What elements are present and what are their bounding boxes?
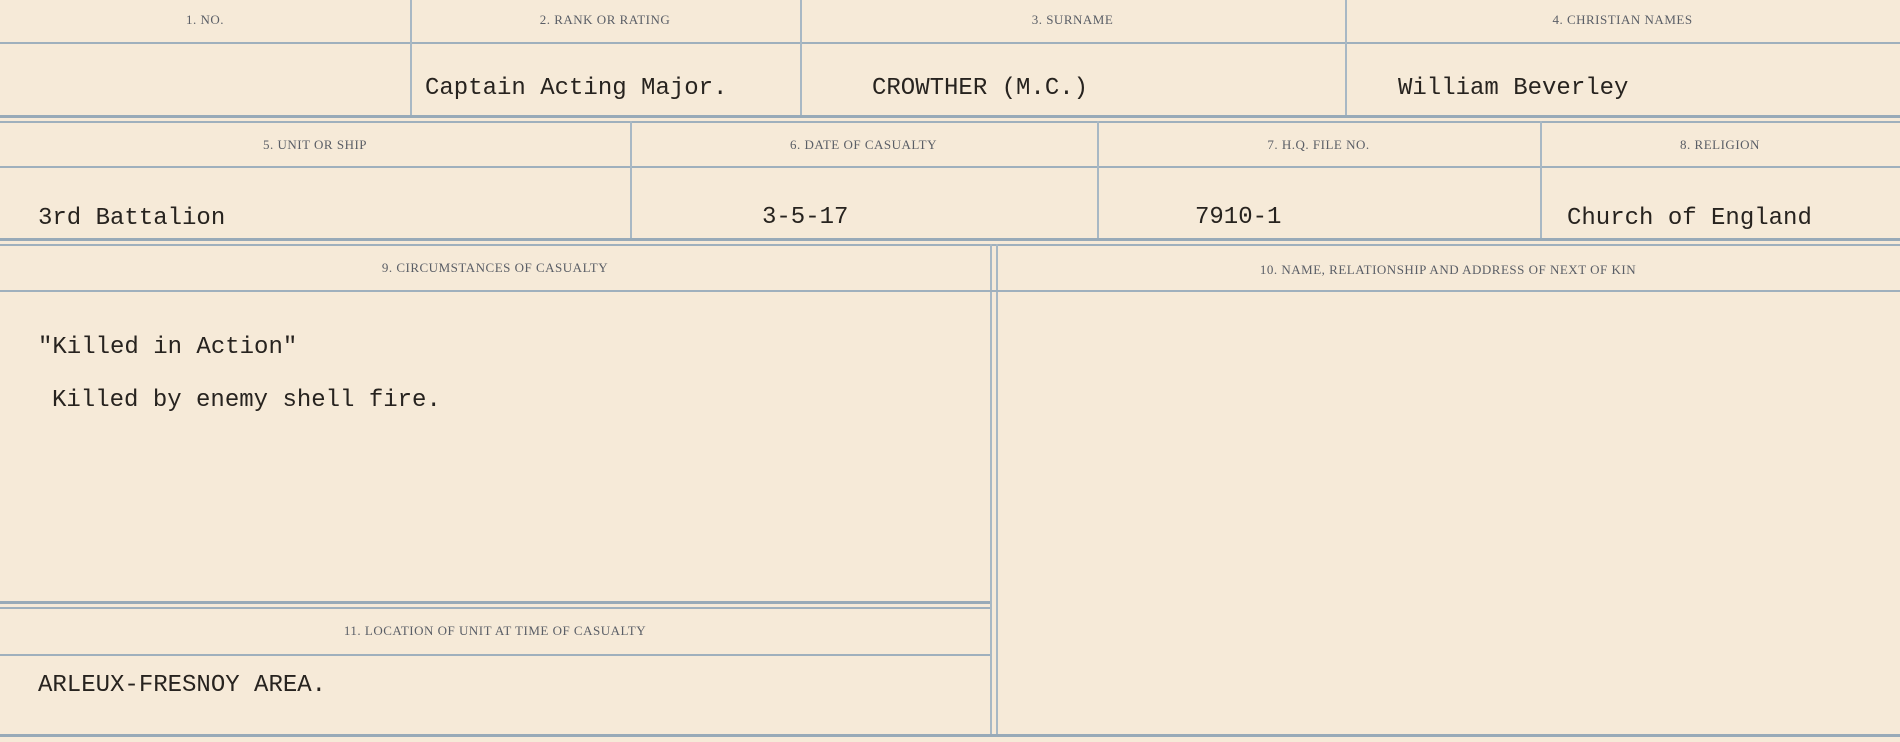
- field-value-date: 3-5-17: [762, 204, 849, 231]
- field-header-no: 1. NO.: [185, 12, 225, 27]
- field-value-religion: Church of England: [1567, 205, 1812, 232]
- field-header-religion: 8. RELIGION: [1680, 137, 1760, 152]
- divider: [990, 244, 992, 734]
- field-value-hq-file: 7910-1: [1195, 204, 1282, 231]
- divider: [0, 290, 1900, 292]
- field-value-location: ARLEUX-FRESNOY AREA.: [38, 672, 327, 699]
- field-header-surname: 3. SURNAME: [1031, 12, 1114, 27]
- field-header-christian-names: 4. CHRISTIAN NAMES: [1552, 12, 1693, 27]
- divider: [0, 244, 1900, 246]
- divider: [1540, 121, 1542, 238]
- divider: [630, 121, 632, 238]
- field-value-rank: Captain Acting Major.: [425, 75, 728, 102]
- divider: [800, 0, 802, 115]
- field-value-surname: CROWTHER (M.C.): [872, 75, 1089, 102]
- circumstances-line-1: "Killed in Action": [38, 334, 298, 361]
- divider: [0, 601, 990, 604]
- divider: [1345, 0, 1347, 115]
- divider: [0, 115, 1900, 118]
- field-header-location: 11. LOCATION OF UNIT AT TIME OF CASUALTY: [343, 623, 647, 638]
- field-header-rank: 2. RANK OR RATING: [539, 12, 671, 27]
- divider: [0, 654, 990, 656]
- field-header-hq-file: 7. H.Q. FILE NO.: [1267, 137, 1370, 152]
- divider: [0, 734, 1900, 737]
- circumstances-line-2: Killed by enemy shell fire.: [52, 387, 441, 414]
- field-header-circumstances: 9. CIRCUMSTANCES OF CASUALTY: [381, 260, 609, 275]
- field-header-next-of-kin: 10. NAME, RELATIONSHIP AND ADDRESS OF NEXT OF KIN: [1259, 262, 1637, 277]
- divider: [0, 238, 1900, 241]
- divider: [0, 42, 1900, 44]
- divider: [0, 166, 1900, 168]
- field-value-christian-names: William Beverley: [1398, 75, 1629, 102]
- divider: [1097, 121, 1099, 238]
- divider: [410, 0, 412, 115]
- divider: [996, 244, 998, 734]
- divider: [0, 607, 990, 609]
- field-value-unit: 3rd Battalion: [38, 205, 226, 232]
- divider: [0, 121, 1900, 123]
- field-header-unit: 5. UNIT OR SHIP: [262, 137, 368, 152]
- field-header-date: 6. DATE OF CASUALTY: [790, 137, 937, 152]
